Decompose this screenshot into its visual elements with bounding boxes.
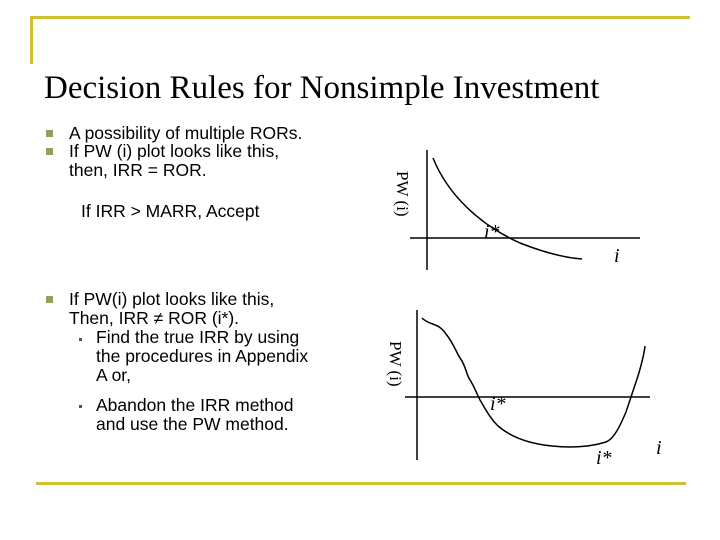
- graph2-root2-label: i*: [596, 447, 612, 469]
- graph1-root-label: i*: [484, 221, 500, 243]
- bullet-text: A possibility of multiple RORs.: [69, 123, 303, 143]
- graph2-x-axis-label: i: [656, 437, 662, 459]
- sub-bullet-text: the procedures in Appendix: [96, 346, 309, 366]
- graph1-pw-curve: [433, 158, 582, 259]
- graph2-y-axis-label: PW (i): [386, 341, 405, 387]
- accept-rule: If IRR > MARR, Accept: [81, 201, 260, 221]
- graph1-y-axis-label: PW (i): [393, 171, 412, 217]
- sub-bullet-text: Find the true IRR by using: [96, 327, 300, 347]
- bullet-text: Then, IRR ≠ ROR (i*).: [69, 308, 240, 328]
- graph1-x-axis-label: i: [614, 245, 620, 267]
- bullet-text: If PW(i) plot looks like this,: [69, 289, 275, 309]
- graph2-pw-curve: [422, 318, 645, 447]
- bullet-text: If PW (i) plot looks like this,: [69, 141, 280, 161]
- sub-bullet-text: Abandon the IRR method: [96, 395, 294, 415]
- graph-multiple-roots: [386, 310, 662, 469]
- sub-bullet-text: and use the PW method.: [96, 414, 289, 434]
- graph2-root1-label: i*: [490, 393, 506, 415]
- bullet-text: then, IRR = ROR.: [69, 160, 207, 180]
- sub-bullet-text: A or,: [96, 365, 132, 385]
- page-title: Decision Rules for Nonsimple Investment: [44, 70, 600, 106]
- graph-single-root: [393, 150, 640, 270]
